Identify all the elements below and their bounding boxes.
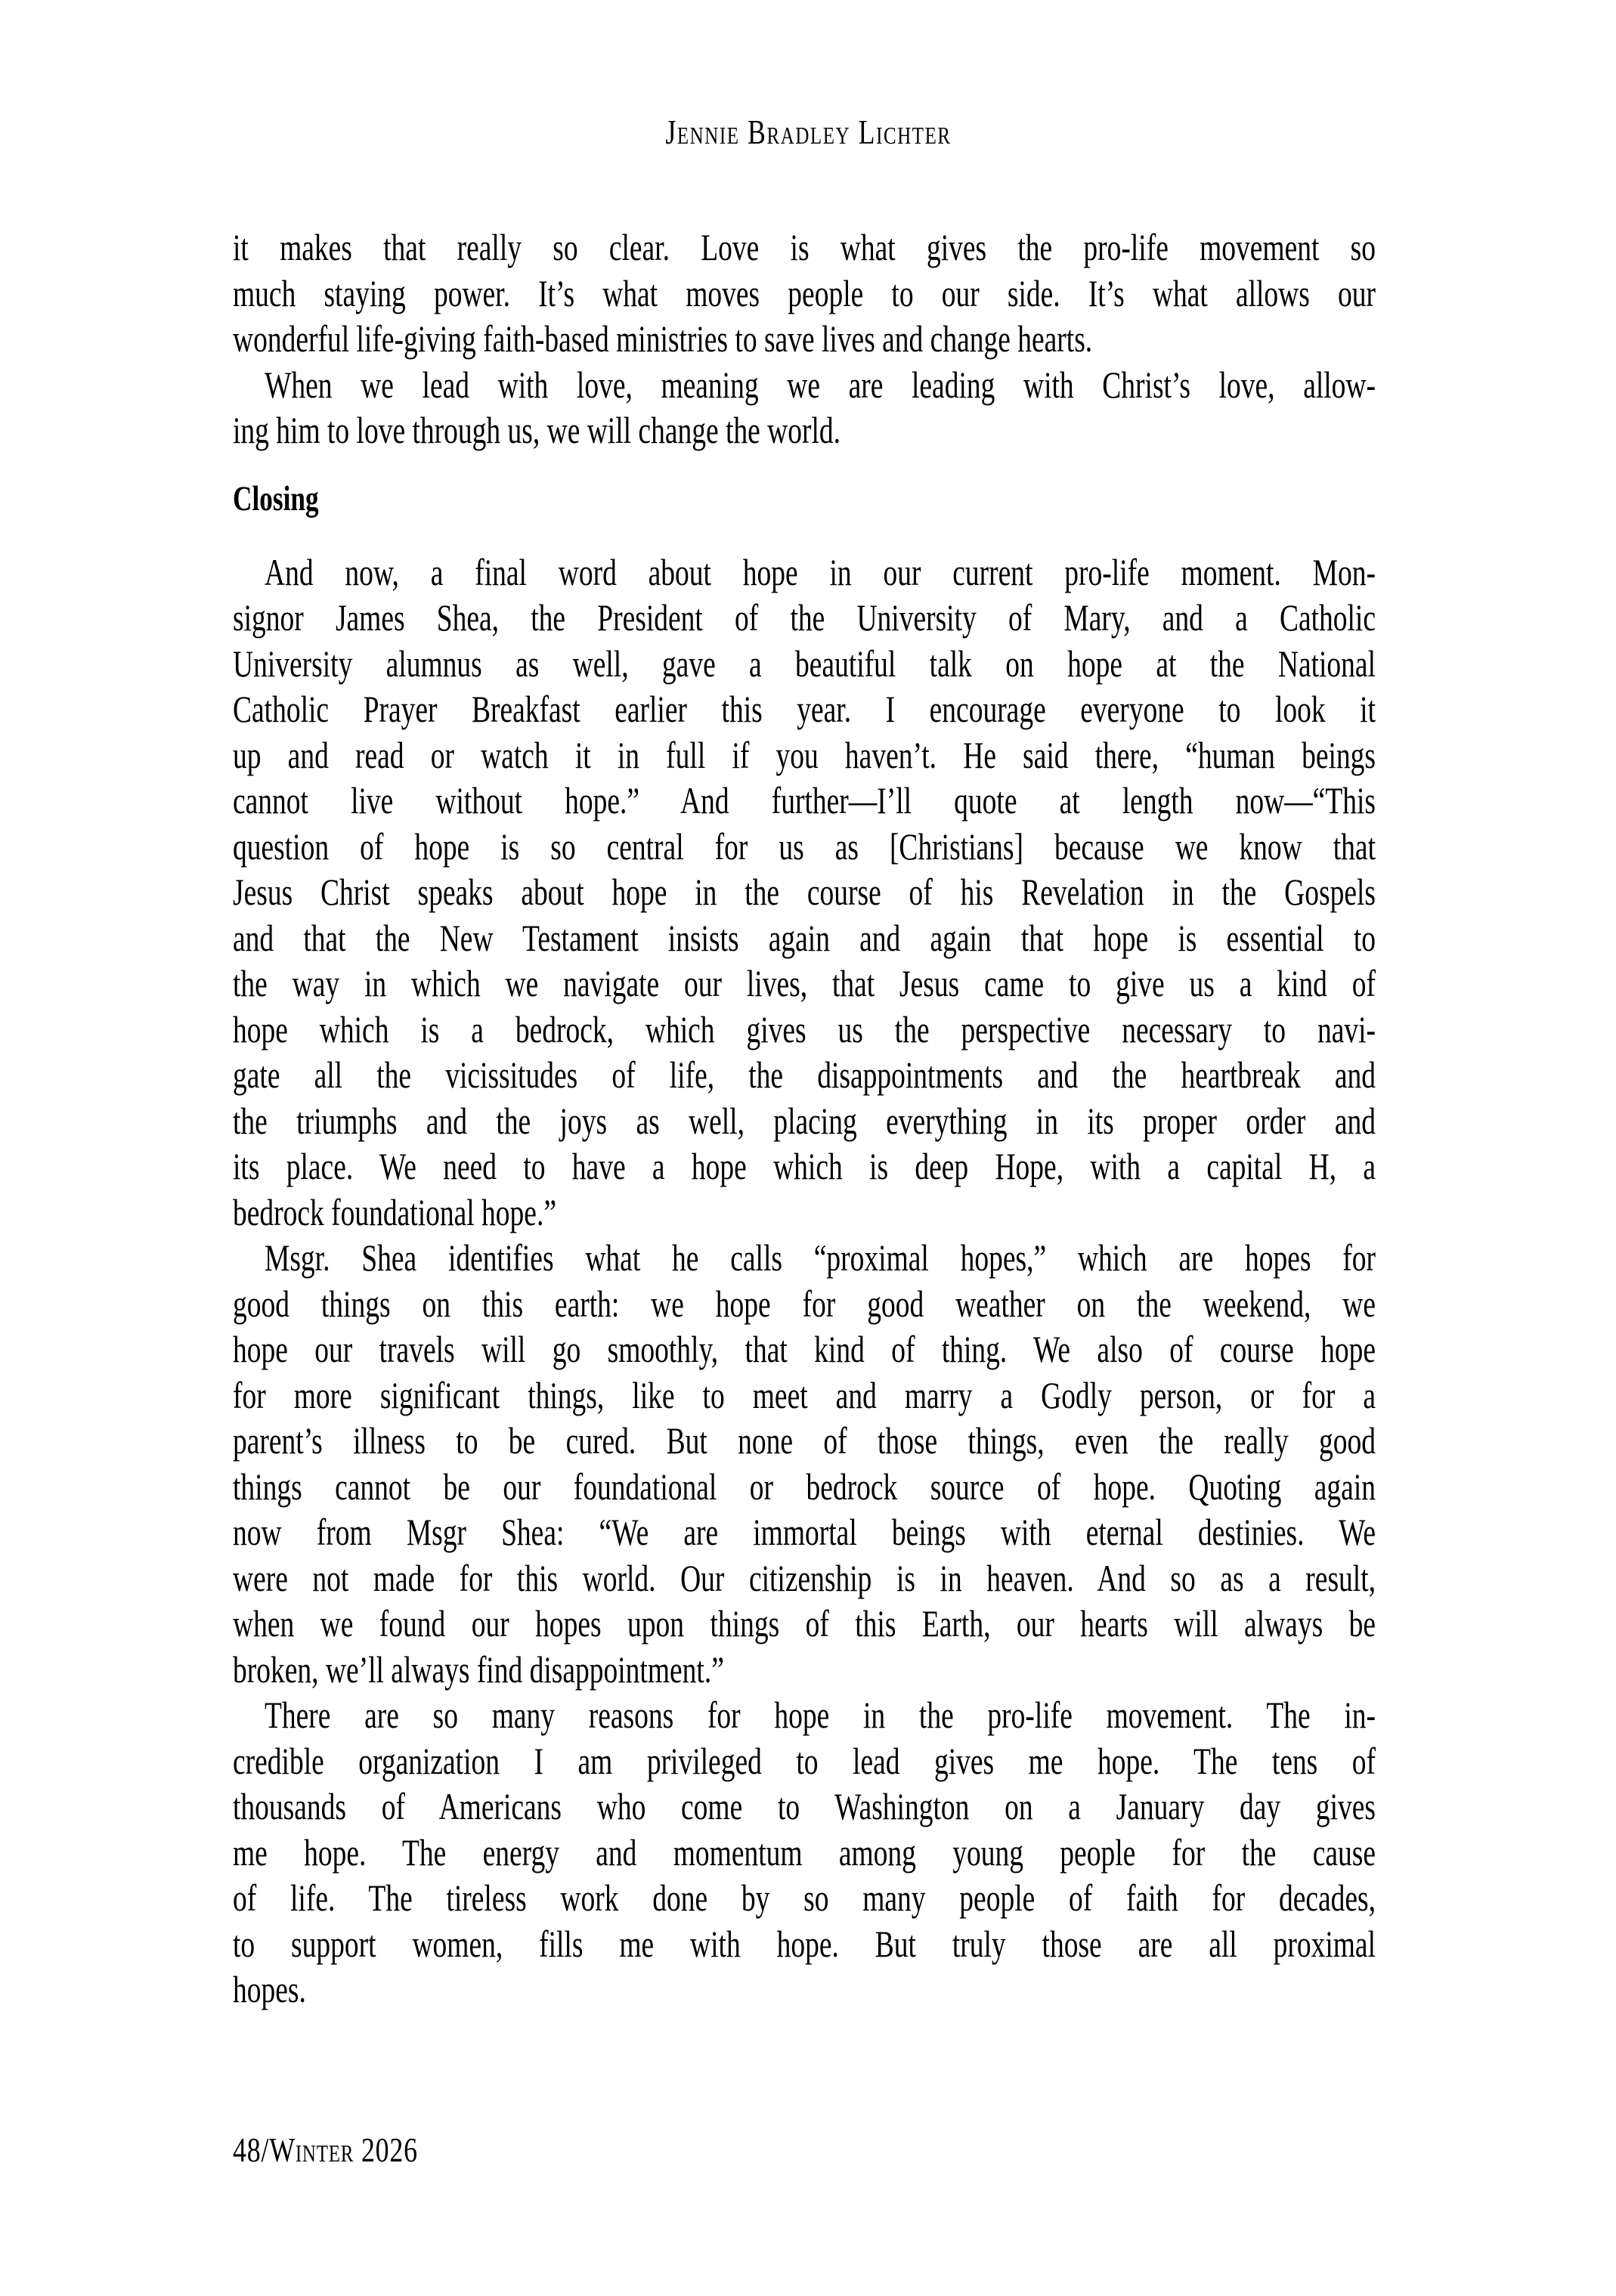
paragraph-line: it makes that really so clear. Love is what gives the pro-life movement so [233,226,1376,268]
paragraph-line: of life. The tireless work done by so many people of faith for decades, [233,1877,1376,1919]
paragraph-line: There are so many reasons for hope in the pro-life movement. The in- [265,1694,1376,1736]
paragraph-line: cannot live without hope.” And further—I’ll quote at length now—“This [233,779,1376,822]
paragraph-line: And now, a final word about hope in our current pro-life moment. Mon- [265,550,1376,593]
paragraph-line: wonderful life-giving faith-based ministries to save lives and change hearts. [233,317,1093,360]
paragraph-line: the way in which we navigate our lives, that Jesus came to give us a kind of [233,962,1376,1004]
paragraph-line: question of hope is so central for us as [Christians] because we know that [233,825,1376,868]
paragraph-line: Catholic Prayer Breakfast earlier this year. I encourage everyone to look it [233,688,1376,730]
paragraph-line: When we lead with love, meaning we are leading with Christ’s love, allow- [265,363,1376,406]
paragraph-line: credible organization I am privileged to lead gives me hope. The tens of [233,1739,1376,1782]
paragraph-line: hope which is a bedrock, which gives us the perspective necessary to navi- [233,1007,1376,1051]
paragraph-line: things cannot be our foundational or bedrock source of hope. Quoting again [233,1465,1376,1508]
paragraph-line: gate all the vicissitudes of life, the disappointments and the heartbreak and [233,1054,1376,1096]
paragraph [233,549,1376,1236]
paragraph [233,362,1376,453]
paragraph [233,1692,1376,2013]
paragraph-line: thousands of Americans who come to Washington on a January day gives [233,1785,1376,1827]
page-number-and-issue: 48/Winter 2026 [233,2130,418,2169]
paragraph-line: broken, we’ll always find disappointment.” [233,1648,724,1691]
running-footer [233,2130,470,2170]
paragraph [233,224,1376,362]
paragraph-line: were not made for this world. Our citizenship is in heaven. And so as a result, [233,1556,1376,1599]
paragraph-line: when we found our hopes upon things of this Earth, our hearts will always be [233,1602,1376,1645]
paragraph-line: Jesus Christ speaks about hope in the course of his Revelation in the Gospels [233,871,1376,913]
running-header [0,112,1616,152]
paragraph-line: to support women, fills me with hope. But truly those are all proximal [233,1922,1376,1965]
text-body [233,224,1376,2013]
paragraph-line: its place. We need to have a hope which is deep Hope, with a capital H, a [233,1145,1376,1187]
paragraph-line: for more significant things, like to meet and marry a Godly person, or for a [233,1373,1376,1416]
paragraph-line: Msgr. Shea identifies what he calls “proximal hopes,” which are hopes for [265,1236,1376,1279]
running-header-author: Jennie Bradley Lichter [664,113,952,151]
paragraph-line: hopes. [233,1968,306,2010]
paragraph-line: and that the New Testament insists again and again that hope is essential to [233,916,1376,959]
paragraph-line: now from Msgr Shea: “We are immortal beings with eternal destinies. We [233,1511,1376,1553]
paragraph-line: good things on this earth: we hope for good weather on the weekend, we [233,1282,1376,1325]
paragraph-line: bedrock foundational hope.” [233,1190,556,1233]
paragraph-line: parent’s illness to be cured. But none of those things, even the really good [233,1419,1376,1462]
paragraph-line: much staying power. It’s what moves people to our side. It’s what allows our [233,271,1376,314]
paragraph-line: University alumnus as well, gave a beautiful talk on hope at the National [233,642,1376,685]
paragraph [233,1235,1376,1692]
paragraph-line: me hope. The energy and momentum among young people for the cause [233,1830,1376,1874]
paragraph-line: ing him to love through us, we will change the world. [233,409,841,451]
paragraph-line: hope our travels will go smoothly, that kind of thing. We also of course hope [233,1328,1376,1370]
paragraph-line: up and read or watch it in full if you haven’t. He said there, “human beings [233,733,1376,776]
paragraph-line: signor James Shea, the President of the University of Mary, and a Catholic [233,596,1376,639]
section-heading: Closing [233,478,319,518]
paragraph-line: the triumphs and the joys as well, placing everything in its proper order and [233,1099,1376,1142]
